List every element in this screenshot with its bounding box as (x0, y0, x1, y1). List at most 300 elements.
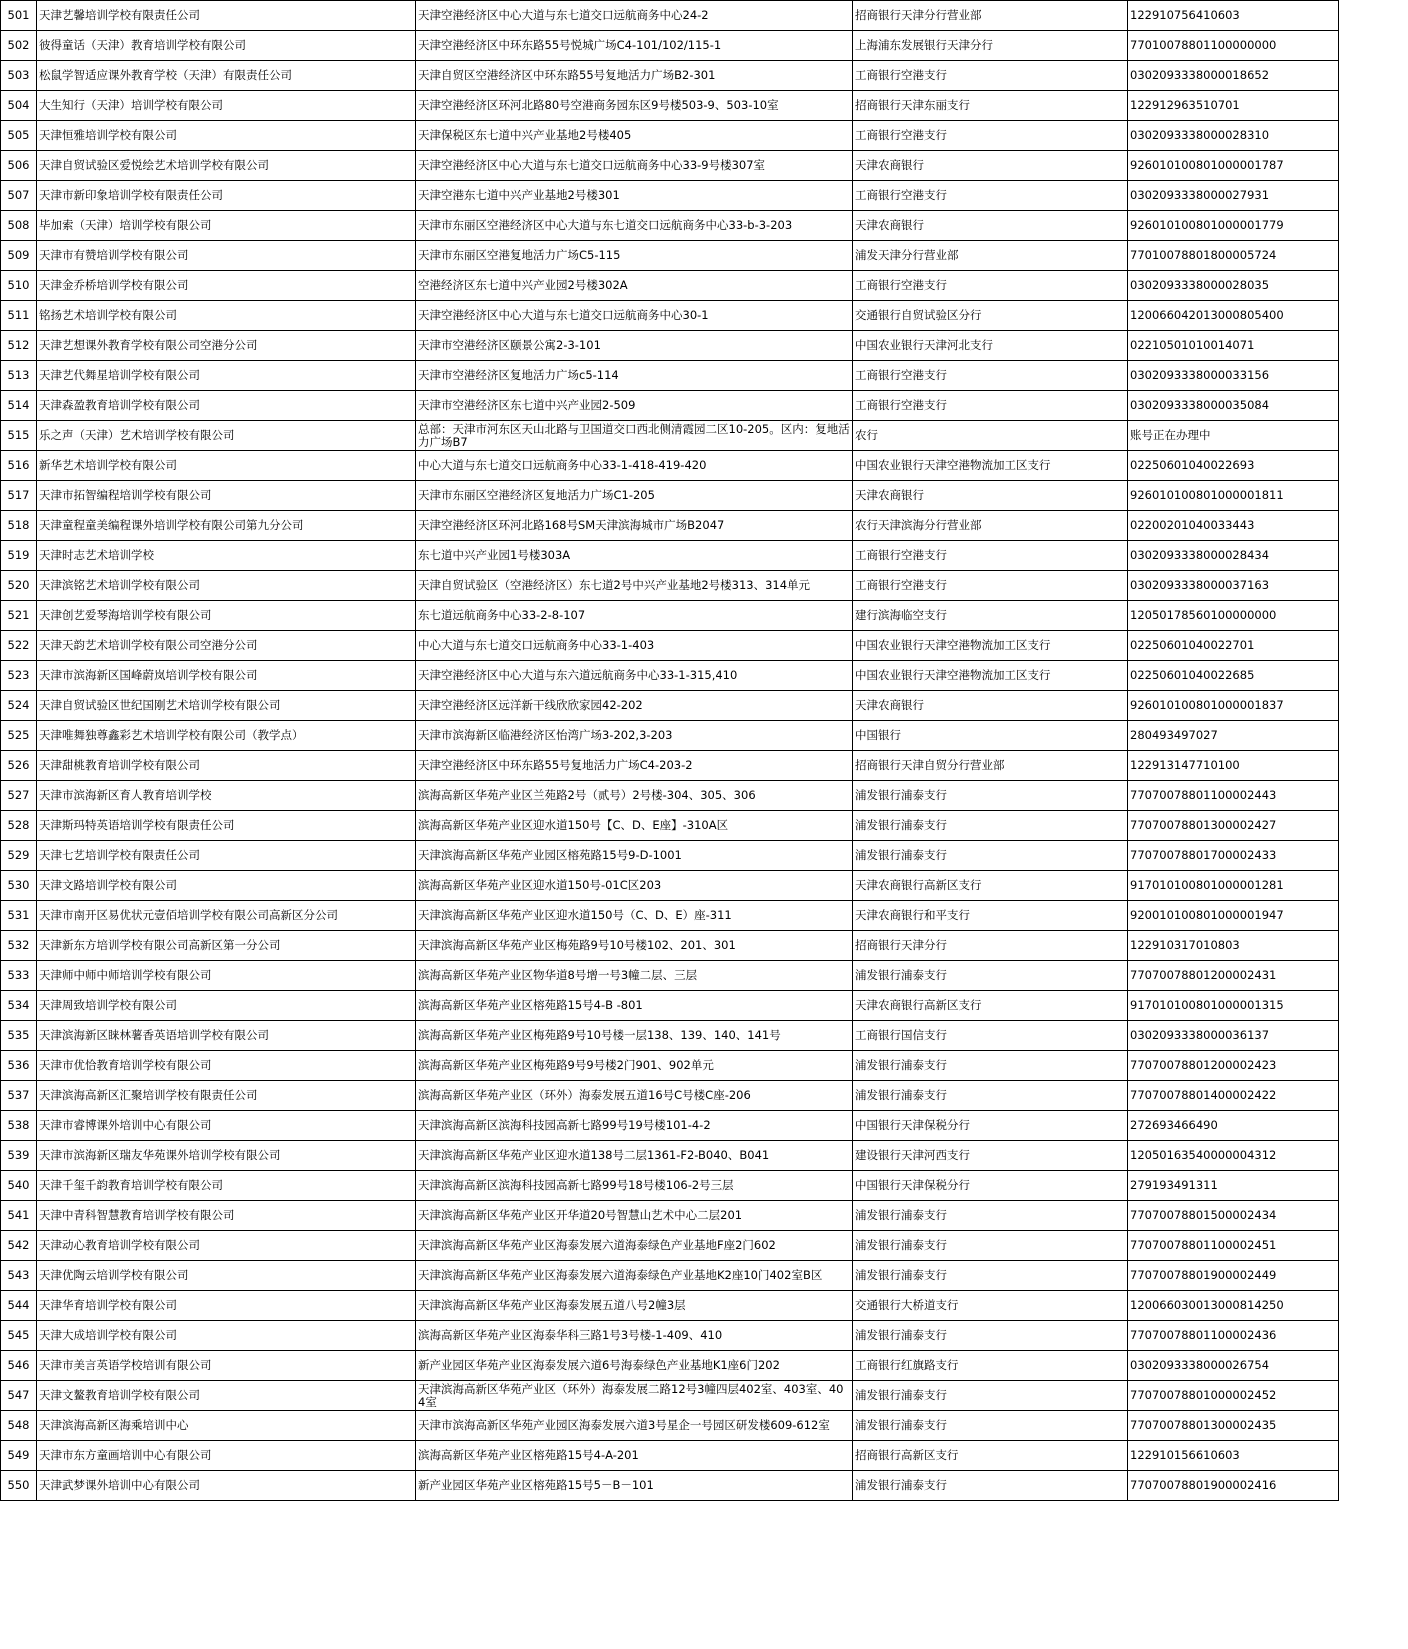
table-row (1, 1231, 1339, 1261)
row-number: 517 (1, 481, 37, 511)
row-number: 519 (1, 541, 37, 571)
account-number: 02210501010014071 (1128, 331, 1339, 361)
school-address: 天津空港经济区中心大道与东六道远航商务中心33-1-315,410 (416, 661, 853, 691)
account-number: 0302093338000028310 (1128, 121, 1339, 151)
school-address: 滨海高新区华苑产业区梅苑路9号10号楼一层138、139、140、141号 (416, 1021, 853, 1051)
account-number: 0302093338000035084 (1128, 391, 1339, 421)
table-row (1, 1081, 1339, 1111)
table-row (1, 421, 1339, 451)
table-row (1, 1411, 1339, 1441)
school-name: 天津自贸试验区世纪国刚艺术培训学校有限公司 (37, 691, 416, 721)
account-number: 0302093338000037163 (1128, 571, 1339, 601)
school-address: 天津滨海高新区华苑产业区海泰发展五道八号2幢3层 (416, 1291, 853, 1321)
table-row (1, 121, 1339, 151)
school-address: 滨海高新区华苑产业区梅苑路9号9号楼2门901、902单元 (416, 1051, 853, 1081)
bank-name: 中国银行天津保税分行 (853, 1111, 1128, 1141)
table-row (1, 301, 1339, 331)
school-name: 天津市睿博课外培训中心有限公司 (37, 1111, 416, 1141)
row-number: 518 (1, 511, 37, 541)
school-name: 天津滨海高新区汇聚培训学校有限责任公司 (37, 1081, 416, 1111)
school-name: 天津唯舞独尊鑫彩艺术培训学校有限公司（教学点） (37, 721, 416, 751)
account-number: 120066042013000805400 (1128, 301, 1339, 331)
table-row (1, 541, 1339, 571)
school-name: 新华艺术培训学校有限公司 (37, 451, 416, 481)
table-row (1, 601, 1339, 631)
bank-name: 天津农商银行 (853, 691, 1128, 721)
table-row (1, 991, 1339, 1021)
account-number: 02250601040022701 (1128, 631, 1339, 661)
school-address: 天津市空港经济区复地活力广场c5-114 (416, 361, 853, 391)
account-number: 77070078801400002422 (1128, 1081, 1339, 1111)
bank-name: 工商银行国信支行 (853, 1021, 1128, 1051)
account-number: 0302093338000026754 (1128, 1351, 1339, 1381)
row-number: 539 (1, 1141, 37, 1171)
account-number: 77070078801000002452 (1128, 1381, 1339, 1411)
table-row (1, 1141, 1339, 1171)
bank-name: 浦发银行浦泰支行 (853, 841, 1128, 871)
bank-name: 工商银行空港支行 (853, 541, 1128, 571)
table-row (1, 1, 1339, 31)
school-name: 天津市滨海新区瑞友华苑课外培训学校有限公司 (37, 1141, 416, 1171)
school-address: 东七道远航商务中心33-2-8-107 (416, 601, 853, 631)
bank-name: 浦发天津分行营业部 (853, 241, 1128, 271)
row-number: 542 (1, 1231, 37, 1261)
account-number: 77010078801800005724 (1128, 241, 1339, 271)
row-number: 531 (1, 901, 37, 931)
school-address: 天津市空港经济区东七道中兴产业园2-509 (416, 391, 853, 421)
row-number: 530 (1, 871, 37, 901)
school-name: 天津童程童美编程课外培训学校有限公司第九分公司 (37, 511, 416, 541)
school-address: 天津市东丽区空港经济区中心大道与东七道交口远航商务中心33-b-3-203 (416, 211, 853, 241)
school-address: 天津空港经济区中心大道与东七道交口远航商务中心33-9号楼307室 (416, 151, 853, 181)
school-name: 天津艺馨培训学校有限责任公司 (37, 1, 416, 31)
school-address: 天津市滨海高新区华苑产业园区海泰发展六道3号星企一号园区研发楼609-612室 (416, 1411, 853, 1441)
bank-name: 建设银行天津河西支行 (853, 1141, 1128, 1171)
school-address: 天津空港经济区环河北路80号空港商务园东区9号楼503-9、503-10室 (416, 91, 853, 121)
school-address: 天津市空港经济区颐景公寓2-3-101 (416, 331, 853, 361)
row-number: 547 (1, 1381, 37, 1411)
row-number: 512 (1, 331, 37, 361)
school-name: 天津森盈教育培训学校有限公司 (37, 391, 416, 421)
school-name: 天津市南开区易优状元壹佰培训学校有限公司高新区分公司 (37, 901, 416, 931)
school-address: 天津空港东七道中兴产业基地2号楼301 (416, 181, 853, 211)
account-number: 77070078801500002434 (1128, 1201, 1339, 1231)
account-number: 77010078801100000000 (1128, 31, 1339, 61)
account-number: 0302093338000033156 (1128, 361, 1339, 391)
school-name: 天津市美言英语学校培训有限公司 (37, 1351, 416, 1381)
row-number: 526 (1, 751, 37, 781)
school-name: 天津恒雅培训学校有限公司 (37, 121, 416, 151)
school-name: 天津师中师中师培训学校有限公司 (37, 961, 416, 991)
table-row (1, 571, 1339, 601)
bank-name: 浦发银行浦泰支行 (853, 1321, 1128, 1351)
school-address: 天津空港经济区中心大道与东七道交口远航商务中心30-1 (416, 301, 853, 331)
school-name: 天津斯玛特英语培训学校有限责任公司 (37, 811, 416, 841)
school-name: 天津动心教育培训学校有限公司 (37, 1231, 416, 1261)
account-number: 77070078801300002427 (1128, 811, 1339, 841)
account-number: 0302093338000027931 (1128, 181, 1339, 211)
row-number: 533 (1, 961, 37, 991)
row-number: 510 (1, 271, 37, 301)
table-row (1, 361, 1339, 391)
table-row (1, 481, 1339, 511)
row-number: 540 (1, 1171, 37, 1201)
bank-name: 工商银行空港支行 (853, 391, 1128, 421)
account-number: 122912963510701 (1128, 91, 1339, 121)
account-number: 77070078801300002435 (1128, 1411, 1339, 1441)
account-number: 120066030013000814250 (1128, 1291, 1339, 1321)
school-address: 天津滨海高新区华苑产业区海泰发展六道海泰绿色产业基地K2座10门402室B区 (416, 1261, 853, 1291)
bank-name: 招商银行天津分行 (853, 931, 1128, 961)
table-row (1, 1321, 1339, 1351)
account-number: 0302093338000018652 (1128, 61, 1339, 91)
school-name: 天津市滨海新区国峰蔚岚培训学校有限公司 (37, 661, 416, 691)
school-name: 天津市新印象培训学校有限责任公司 (37, 181, 416, 211)
row-number: 506 (1, 151, 37, 181)
bank-name: 浦发银行浦泰支行 (853, 961, 1128, 991)
bank-name: 浦发银行浦泰支行 (853, 1411, 1128, 1441)
school-address: 天津空港经济区中环东路55号悦城广场C4-101/102/115-1 (416, 31, 853, 61)
school-name: 天津艺代舞星培训学校有限公司 (37, 361, 416, 391)
table-row (1, 661, 1339, 691)
account-number: 账号正在办理中 (1128, 421, 1339, 451)
school-address: 天津滨海高新区华苑产业区迎水道138号二层1361-F2-B040、B041 (416, 1141, 853, 1171)
account-number: 920010100801000001947 (1128, 901, 1339, 931)
table-row (1, 781, 1339, 811)
table-row (1, 241, 1339, 271)
table-row (1, 751, 1339, 781)
school-address: 天津滨海高新区滨海科技园高新七路99号18号楼106-2号三层 (416, 1171, 853, 1201)
bank-name: 浦发银行浦泰支行 (853, 1201, 1128, 1231)
row-number: 511 (1, 301, 37, 331)
account-number: 77070078801900002449 (1128, 1261, 1339, 1291)
table-row (1, 181, 1339, 211)
account-number: 122913147710100 (1128, 751, 1339, 781)
bank-name: 天津农商银行 (853, 481, 1128, 511)
account-number: 926010100801000001811 (1128, 481, 1339, 511)
school-address: 滨海高新区华苑产业区榕苑路15号4-B -801 (416, 991, 853, 1021)
account-number: 917010100801000001281 (1128, 871, 1339, 901)
table-row (1, 451, 1339, 481)
table-row (1, 901, 1339, 931)
row-number: 520 (1, 571, 37, 601)
school-address: 滨海高新区华苑产业区迎水道150号【C、D、E座】-310A区 (416, 811, 853, 841)
school-address: 空港经济区东七道中兴产业园2号楼302A (416, 271, 853, 301)
row-number: 516 (1, 451, 37, 481)
row-number: 546 (1, 1351, 37, 1381)
account-number: 0302093338000028035 (1128, 271, 1339, 301)
school-name: 天津滨海新区睐林薯香英语培训学校有限公司 (37, 1021, 416, 1051)
table-row (1, 331, 1339, 361)
table-row (1, 961, 1339, 991)
row-number: 528 (1, 811, 37, 841)
row-number: 549 (1, 1441, 37, 1471)
school-name: 天津武梦课外培训中心有限公司 (37, 1471, 416, 1501)
school-address: 天津市滨海新区临港经济区怡湾广场3-202,3-203 (416, 721, 853, 751)
table-row (1, 1471, 1339, 1501)
school-name: 天津自贸试验区爱悦绘艺术培训学校有限公司 (37, 151, 416, 181)
row-number: 509 (1, 241, 37, 271)
school-name: 彼得童话（天津）教育培训学校有限公司 (37, 31, 416, 61)
account-number: 926010100801000001787 (1128, 151, 1339, 181)
row-number: 513 (1, 361, 37, 391)
school-name: 天津市有赞培训学校有限公司 (37, 241, 416, 271)
school-address: 天津自贸试验区（空港经济区）东七道2号中兴产业基地2号楼313、314单元 (416, 571, 853, 601)
account-number: 917010100801000001315 (1128, 991, 1339, 1021)
school-name: 天津创艺爱琴海培训学校有限公司 (37, 601, 416, 631)
row-number: 529 (1, 841, 37, 871)
school-name: 天津市东方童画培训中心有限公司 (37, 1441, 416, 1471)
account-number: 02250601040022693 (1128, 451, 1339, 481)
school-address: 滨海高新区华苑产业区兰苑路2号（贰号）2号楼-304、305、306 (416, 781, 853, 811)
account-number: 77070078801100002451 (1128, 1231, 1339, 1261)
account-number: 122910317010803 (1128, 931, 1339, 961)
school-name: 天津滨铭艺术培训学校有限公司 (37, 571, 416, 601)
school-name: 毕加索（天津）培训学校有限公司 (37, 211, 416, 241)
bank-name: 浦发银行浦泰支行 (853, 1381, 1128, 1411)
table-row (1, 871, 1339, 901)
school-address: 总部：天津市河东区天山北路与卫国道交口西北侧清霞园二区10-205。区内：复地活力广场B7 (416, 421, 853, 451)
school-address: 天津市东丽区空港复地活力广场C5-115 (416, 241, 853, 271)
bank-name: 中国农业银行天津空港物流加工区支行 (853, 451, 1128, 481)
account-number: 926010100801000001779 (1128, 211, 1339, 241)
school-address: 新产业园区华苑产业区榕苑路15号5－B－101 (416, 1471, 853, 1501)
bank-name: 中国农业银行天津空港物流加工区支行 (853, 661, 1128, 691)
school-name: 天津甜桃教育培训学校有限公司 (37, 751, 416, 781)
row-number: 537 (1, 1081, 37, 1111)
table-row (1, 151, 1339, 181)
account-number: 02200201040033443 (1128, 511, 1339, 541)
account-number: 12050163540000004312 (1128, 1141, 1339, 1171)
school-name: 天津千玺千韵教育培训学校有限公司 (37, 1171, 416, 1201)
school-name: 天津文路培训学校有限公司 (37, 871, 416, 901)
school-name: 铭扬艺术培训学校有限公司 (37, 301, 416, 331)
school-address: 天津市东丽区空港经济区复地活力广场C1-205 (416, 481, 853, 511)
bank-name: 天津农商银行 (853, 211, 1128, 241)
school-address: 滨海高新区华苑产业区物华道8号增一号3幢二层、三层 (416, 961, 853, 991)
bank-name: 中国银行 (853, 721, 1128, 751)
bank-name: 天津农商银行高新区支行 (853, 871, 1128, 901)
row-number: 534 (1, 991, 37, 1021)
account-number: 02250601040022685 (1128, 661, 1339, 691)
school-address: 天津空港经济区中环东路55号复地活力广场C4-203-2 (416, 751, 853, 781)
table-row (1, 61, 1339, 91)
table-row (1, 721, 1339, 751)
table-row (1, 1021, 1339, 1051)
school-name: 天津文鳌教育培训学校有限公司 (37, 1381, 416, 1411)
bank-name: 浦发银行浦泰支行 (853, 1231, 1128, 1261)
row-number: 543 (1, 1261, 37, 1291)
bank-name: 天津农商银行和平支行 (853, 901, 1128, 931)
bank-name: 农行天津滨海分行营业部 (853, 511, 1128, 541)
bank-name: 建行滨海临空支行 (853, 601, 1128, 631)
bank-name: 工商银行空港支行 (853, 361, 1128, 391)
table-row (1, 1441, 1339, 1471)
table-row (1, 1381, 1339, 1411)
table-row (1, 1261, 1339, 1291)
row-number: 503 (1, 61, 37, 91)
row-number: 515 (1, 421, 37, 451)
school-name: 乐之声（天津）艺术培训学校有限公司 (37, 421, 416, 451)
row-number: 545 (1, 1321, 37, 1351)
school-address: 天津滨海高新区华苑产业园区榕苑路15号9-D-1001 (416, 841, 853, 871)
table-row (1, 91, 1339, 121)
bank-name: 浦发银行浦泰支行 (853, 1051, 1128, 1081)
account-number: 926010100801000001837 (1128, 691, 1339, 721)
row-number: 541 (1, 1201, 37, 1231)
school-address: 天津空港经济区环河北路168号SM天津滨海城市广场B2047 (416, 511, 853, 541)
school-address: 天津滨海高新区华苑产业区开华道20号智慧山艺术中心二层201 (416, 1201, 853, 1231)
school-name: 天津市优恰教育培训学校有限公司 (37, 1051, 416, 1081)
school-name: 大生知行（天津）培训学校有限公司 (37, 91, 416, 121)
row-number: 504 (1, 91, 37, 121)
bank-name: 中国农业银行天津空港物流加工区支行 (853, 631, 1128, 661)
school-address: 滨海高新区华苑产业区（环外）海泰发展五道16号C号楼C座-206 (416, 1081, 853, 1111)
bank-name: 上海浦东发展银行天津分行 (853, 31, 1128, 61)
account-number: 77070078801100002443 (1128, 781, 1339, 811)
account-number: 122910756410603 (1128, 1, 1339, 31)
bank-name: 浦发银行浦泰支行 (853, 1261, 1128, 1291)
row-number: 523 (1, 661, 37, 691)
table-row (1, 931, 1339, 961)
row-number: 522 (1, 631, 37, 661)
school-name: 天津市滨海新区育人教育培训学校 (37, 781, 416, 811)
row-number: 507 (1, 181, 37, 211)
school-address: 滨海高新区华苑产业区海泰华科三路1号3号楼-1-409、410 (416, 1321, 853, 1351)
bank-name: 招商银行高新区支行 (853, 1441, 1128, 1471)
school-address: 滨海高新区华苑产业区榕苑路15号4-A-201 (416, 1441, 853, 1471)
school-name: 天津艺想课外教育学校有限公司空港分公司 (37, 331, 416, 361)
account-number: 280493497027 (1128, 721, 1339, 751)
school-address: 中心大道与东七道交口远航商务中心33-1-403 (416, 631, 853, 661)
bank-name: 工商银行空港支行 (853, 181, 1128, 211)
row-number: 521 (1, 601, 37, 631)
account-number: 0302093338000036137 (1128, 1021, 1339, 1051)
table-row (1, 811, 1339, 841)
table-row (1, 1051, 1339, 1081)
table-row (1, 511, 1339, 541)
bank-name: 浦发银行浦泰支行 (853, 1081, 1128, 1111)
school-address: 东七道中兴产业园1号楼303A (416, 541, 853, 571)
bank-name: 招商银行天津自贸分行营业部 (853, 751, 1128, 781)
bank-name: 天津农商银行 (853, 151, 1128, 181)
table-row (1, 1111, 1339, 1141)
bank-name: 中国银行天津保税分行 (853, 1171, 1128, 1201)
bank-name: 工商银行红旗路支行 (853, 1351, 1128, 1381)
school-name: 松鼠学智适应课外教育学校（天津）有限责任公司 (37, 61, 416, 91)
bank-name: 工商银行空港支行 (853, 61, 1128, 91)
account-number: 77070078801700002433 (1128, 841, 1339, 871)
row-number: 548 (1, 1411, 37, 1441)
row-number: 501 (1, 1, 37, 31)
table-row (1, 1291, 1339, 1321)
school-address: 天津滨海高新区华苑产业区（环外）海泰发展二路12号3幢四层402室、403室、404室 (416, 1381, 853, 1411)
row-number: 536 (1, 1051, 37, 1081)
row-number: 535 (1, 1021, 37, 1051)
row-number: 527 (1, 781, 37, 811)
school-address: 天津滨海高新区华苑产业区海泰发展六道海泰绿色产业基地F座2门602 (416, 1231, 853, 1261)
row-number: 544 (1, 1291, 37, 1321)
school-address: 天津滨海高新区华苑产业区梅苑路9号10号楼102、201、301 (416, 931, 853, 961)
row-number: 524 (1, 691, 37, 721)
table-row (1, 31, 1339, 61)
school-name: 天津滨海高新区海乘培训中心 (37, 1411, 416, 1441)
row-number: 538 (1, 1111, 37, 1141)
row-number: 514 (1, 391, 37, 421)
school-address: 天津空港经济区远洋新干线欣欣家园42-202 (416, 691, 853, 721)
row-number: 508 (1, 211, 37, 241)
row-number: 502 (1, 31, 37, 61)
school-address: 天津保税区东七道中兴产业基地2号楼405 (416, 121, 853, 151)
school-name: 天津新东方培训学校有限公司高新区第一分公司 (37, 931, 416, 961)
school-name: 天津七艺培训学校有限责任公司 (37, 841, 416, 871)
account-number: 77070078801200002423 (1128, 1051, 1339, 1081)
account-number: 122910156610603 (1128, 1441, 1339, 1471)
row-number: 550 (1, 1471, 37, 1501)
school-address: 天津空港经济区中心大道与东七道交口远航商务中心24-2 (416, 1, 853, 31)
school-name: 天津中青科智慧教育培训学校有限公司 (37, 1201, 416, 1231)
bank-name: 浦发银行浦泰支行 (853, 811, 1128, 841)
school-name: 天津时志艺术培训学校 (37, 541, 416, 571)
table-body (1, 1, 1339, 1501)
bank-name: 工商银行空港支行 (853, 571, 1128, 601)
account-number: 77070078801200002431 (1128, 961, 1339, 991)
table-row (1, 1171, 1339, 1201)
school-name: 天津华育培训学校有限公司 (37, 1291, 416, 1321)
account-number: 0302093338000028434 (1128, 541, 1339, 571)
account-number: 272693466490 (1128, 1111, 1339, 1141)
account-number: 12050178560100000000 (1128, 601, 1339, 631)
row-number: 532 (1, 931, 37, 961)
table-row (1, 1201, 1339, 1231)
school-name: 天津市拓智编程培训学校有限公司 (37, 481, 416, 511)
table-row (1, 691, 1339, 721)
school-name: 天津天韵艺术培训学校有限公司空港分公司 (37, 631, 416, 661)
bank-name: 工商银行空港支行 (853, 271, 1128, 301)
account-number: 77070078801100002436 (1128, 1321, 1339, 1351)
school-address: 新产业园区华苑产业区海泰发展六道6号海泰绿色产业基地K1座6门202 (416, 1351, 853, 1381)
bank-name: 中国农业银行天津河北支行 (853, 331, 1128, 361)
school-address: 天津滨海高新区华苑产业区迎水道150号（C、D、E）座-311 (416, 901, 853, 931)
table-row (1, 841, 1339, 871)
bank-name: 农行 (853, 421, 1128, 451)
row-number: 525 (1, 721, 37, 751)
school-address: 天津滨海高新区滨海科技园高新七路99号19号楼101-4-2 (416, 1111, 853, 1141)
bank-name: 招商银行天津分行营业部 (853, 1, 1128, 31)
bank-name: 招商银行天津东丽支行 (853, 91, 1128, 121)
bank-name: 浦发银行浦泰支行 (853, 781, 1128, 811)
bank-name: 浦发银行浦泰支行 (853, 1471, 1128, 1501)
bank-name: 天津农商银行高新区支行 (853, 991, 1128, 1021)
school-address: 天津自贸区空港经济区中环东路55号复地活力广场B2-301 (416, 61, 853, 91)
bank-name: 交通银行自贸试验区分行 (853, 301, 1128, 331)
table-row (1, 1351, 1339, 1381)
school-address: 中心大道与东七道交口远航商务中心33-1-418-419-420 (416, 451, 853, 481)
table-row (1, 271, 1339, 301)
table-row (1, 631, 1339, 661)
table-row (1, 391, 1339, 421)
account-number: 77070078801900002416 (1128, 1471, 1339, 1501)
school-name: 天津大成培训学校有限公司 (37, 1321, 416, 1351)
school-name: 天津金乔桥培训学校有限公司 (37, 271, 416, 301)
school-name: 天津优陶云培训学校有限公司 (37, 1261, 416, 1291)
row-number: 505 (1, 121, 37, 151)
bank-name: 工商银行空港支行 (853, 121, 1128, 151)
account-number: 279193491311 (1128, 1171, 1339, 1201)
bank-name: 交通银行大桥道支行 (853, 1291, 1128, 1321)
school-address: 滨海高新区华苑产业区迎水道150号-01C区203 (416, 871, 853, 901)
school-name: 天津周致培训学校有限公司 (37, 991, 416, 1021)
